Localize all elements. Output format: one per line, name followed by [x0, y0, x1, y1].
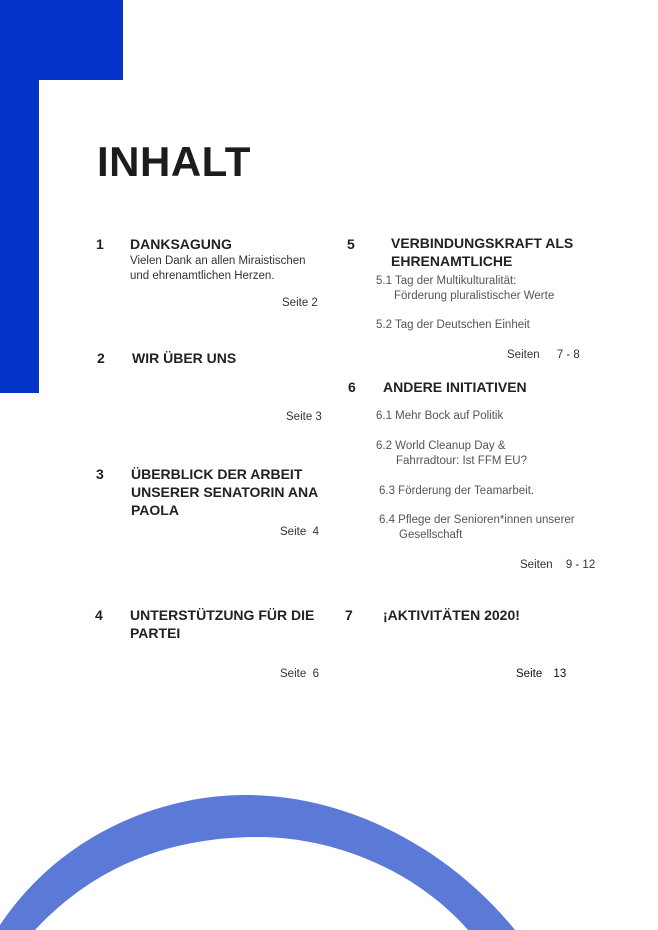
- section-number: 5: [347, 236, 355, 252]
- page-reference: [516, 668, 566, 680]
- page-reference: Seite 4: [280, 526, 319, 538]
- description-line: Vielen Dank an allen Miraistischen: [130, 255, 306, 267]
- subsection-line: 5.1 Tag der Multikulturalität:: [376, 275, 517, 287]
- blue-left-bar: [0, 0, 39, 393]
- heading-line: UNSERER SENATORIN ANA: [131, 484, 319, 500]
- page-reference: Seite 3: [286, 411, 322, 423]
- section-description: [130, 254, 306, 284]
- heading-line: VERBINDUNGSKRAFT ALS: [391, 235, 574, 251]
- page-range: 13: [553, 668, 567, 680]
- subsection-line: Fahrradtour: Ist FFM EU?: [396, 455, 528, 467]
- page-label: Seiten: [507, 349, 540, 361]
- section-number: 1: [96, 236, 104, 252]
- section-number: 2: [97, 350, 105, 366]
- section-heading-verbindungskraft: [391, 234, 573, 270]
- subsection-line: Förderung pluralistischer Werte: [394, 290, 555, 302]
- blue-arc-decoration: [0, 790, 658, 930]
- page-title: INHALT: [97, 138, 251, 185]
- description-line: und ehrenamtlichen Herzen.: [130, 270, 275, 282]
- subsection-6-2: [376, 439, 527, 469]
- page-reference: [507, 349, 580, 361]
- section-heading-wir-ueber-uns: WIR ÜBER UNS: [132, 350, 237, 366]
- heading-line: UNTERSTÜTZUNG FÜR DIE: [130, 607, 315, 623]
- page-label: Seite: [516, 668, 543, 680]
- heading-line: PAOLA: [131, 502, 179, 518]
- heading-line: ÜBERBLICK DER ARBEIT: [131, 466, 303, 482]
- subsection-5-1: [376, 274, 554, 304]
- heading-line: EHRENAMTLICHE: [391, 253, 513, 269]
- section-number: 7: [345, 607, 353, 623]
- page-range: 7 - 8: [556, 349, 580, 361]
- section-heading-unterstuetzung: [130, 606, 314, 642]
- subsection-6-3: 6.3 Förderung der Teamarbeit.: [379, 485, 535, 497]
- page-reference: [520, 559, 595, 571]
- heading-line: PARTEI: [130, 625, 181, 641]
- subsection-6-1: 6.1 Mehr Bock auf Politik: [376, 410, 504, 422]
- subsection-line: 6.2 World Cleanup Day &: [376, 440, 506, 452]
- section-number: 3: [96, 466, 104, 482]
- section-number: 4: [95, 607, 103, 623]
- page-range: 9 - 12: [565, 559, 596, 571]
- section-heading-ueberblick: [131, 465, 318, 519]
- page-reference: Seite 2: [282, 297, 318, 309]
- section-heading-andere-initiativen: ANDERE INITIATIVEN: [383, 379, 527, 395]
- subsection-line: Gesellschaft: [399, 529, 463, 541]
- section-heading-danksagung: DANKSAGUNG: [130, 236, 232, 252]
- section-heading-aktivitaeten: ¡AKTIVITÄTEN 2020!: [383, 607, 520, 623]
- subsection-line: 6.4 Pflege der Senioren*innen unserer: [379, 514, 575, 526]
- page-reference: Seite 6: [280, 668, 319, 680]
- subsection-5-2: 5.2 Tag der Deutschen Einheit: [376, 319, 530, 331]
- section-number: 6: [348, 379, 356, 395]
- subsection-6-4: [379, 513, 575, 543]
- page-label: Seiten: [520, 559, 553, 571]
